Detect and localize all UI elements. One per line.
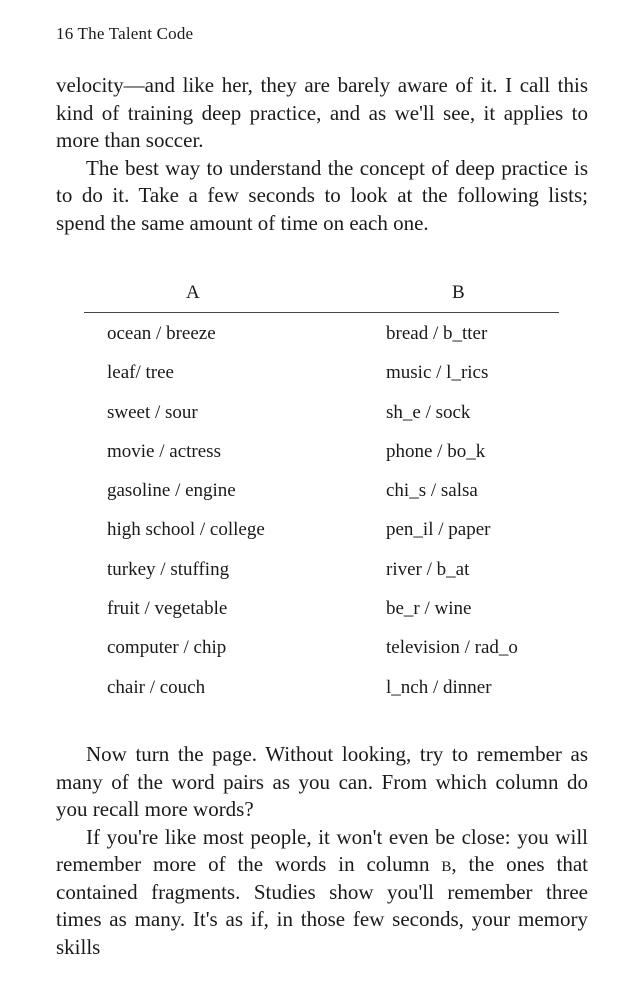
table-row bbox=[84, 313, 559, 352]
paragraph-4-before: If you're like most people, it won't even be close: you will remember more of the words in column bbox=[56, 824, 588, 876]
pair-column-b: sh_e / sock bbox=[386, 401, 471, 423]
pair-column-b: pen_il / paper bbox=[386, 519, 491, 541]
table-row bbox=[84, 549, 559, 588]
paragraph-3: Now turn the page. Without looking, try to remember as many of the word pairs as you can. From which column do you recall more words? bbox=[56, 742, 588, 821]
pair-column-b: l_nch / dinner bbox=[386, 676, 492, 698]
table-row bbox=[84, 588, 559, 627]
paragraph-4-after: , the ones that contained fragments. Studies show you'll remember three times as many. It's as if, in those few seconds, your memory skills bbox=[56, 852, 588, 959]
body-text-top bbox=[56, 72, 588, 237]
pair-column-a: ocean / breeze bbox=[107, 323, 216, 344]
pair-column-a: turkey / stuffing bbox=[107, 558, 230, 580]
table-row bbox=[84, 431, 559, 470]
column-reference: b bbox=[441, 852, 452, 876]
table-body bbox=[84, 313, 559, 706]
table-row bbox=[84, 392, 559, 431]
pair-column-a: high school / college bbox=[107, 519, 265, 541]
table-row bbox=[84, 667, 559, 706]
pair-column-a: fruit / vegetable bbox=[107, 598, 228, 620]
running-head: 16 The Talent Code bbox=[56, 24, 194, 43]
paragraph-4 bbox=[56, 824, 588, 962]
pair-column-b: bread / b_tter bbox=[386, 323, 488, 344]
pair-column-a: leaf/ tree bbox=[107, 362, 174, 384]
table-header-row bbox=[84, 278, 559, 313]
pair-column-b: phone / bo_k bbox=[386, 440, 486, 462]
pair-column-b: be_r / wine bbox=[386, 598, 472, 620]
paragraph-2: The best way to understand the concept of deep practice is to do it. Take a few seconds to look at the following lists; spend the same amount of time on each one. bbox=[56, 155, 588, 235]
pair-column-b: music / l_rics bbox=[386, 362, 489, 384]
table-row bbox=[84, 509, 559, 548]
column-b-header: B bbox=[452, 282, 465, 303]
pair-column-a: sweet / sour bbox=[107, 401, 198, 423]
pair-column-b: river / b_at bbox=[386, 558, 470, 580]
table-row bbox=[84, 470, 559, 509]
pair-column-a: gasoline / engine bbox=[107, 480, 236, 502]
table-row bbox=[84, 352, 559, 391]
pair-column-a: movie / actress bbox=[107, 440, 221, 462]
table-row bbox=[84, 627, 559, 666]
body-text-bottom bbox=[56, 741, 588, 961]
word-pairs-table bbox=[84, 278, 559, 706]
pair-column-b: chi_s / salsa bbox=[386, 480, 478, 502]
pair-column-b: television / rad_o bbox=[386, 637, 518, 659]
paragraph-1: velocity—and like her, they are barely aware of it. I call this kind of training deep practice, and as we'll see, it applies to more than soccer. bbox=[56, 73, 588, 152]
pair-column-a: computer / chip bbox=[107, 637, 227, 659]
pair-column-a: chair / couch bbox=[107, 676, 206, 698]
column-a-header: A bbox=[186, 282, 200, 303]
